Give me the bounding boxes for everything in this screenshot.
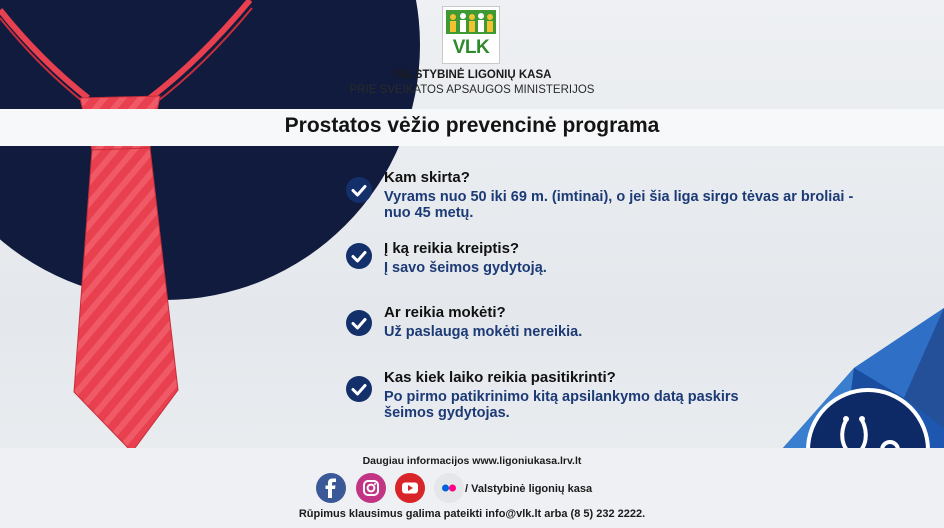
- answer-line: Po pirmo patikrinimo kitą apsilankymo datą paskirs: [384, 389, 739, 405]
- answer: [384, 260, 924, 276]
- check-icon: [346, 310, 372, 336]
- instagram-icon[interactable]: [356, 473, 386, 503]
- logo-people-band: [446, 10, 496, 34]
- youtube-icon[interactable]: [395, 473, 425, 503]
- question: Kas kiek laiko reikia pasitikrinti?: [384, 369, 616, 386]
- question: Kam skirta?: [384, 169, 470, 186]
- check-icon: [346, 376, 372, 402]
- answer-line: Vyrams nuo 50 iki 69 m. (imtinai), o jei šia liga sirgo tėvas ar broliai -: [384, 189, 854, 205]
- flickr-icon[interactable]: [434, 473, 464, 503]
- facebook-icon[interactable]: [316, 473, 346, 503]
- social-label: / Valstybinė ligonių kasa: [465, 483, 593, 495]
- question: Ar reikia mokėti?: [384, 304, 506, 321]
- org-subtitle: PRIE SVEIKATOS APSAUGOS MINISTERIJOS: [349, 84, 595, 96]
- logo-text: VLK: [452, 37, 490, 58]
- check-icon: [346, 177, 372, 203]
- people-icon: [446, 10, 496, 34]
- page-title: Prostatos vėžio prevencinė programa: [284, 114, 660, 137]
- answer-line: Už paslaugą mokėti nereikia.: [384, 324, 583, 340]
- answer-line: šeimos gydytojas.: [384, 405, 510, 421]
- more-info-text: Daugiau informacijos www.ligoniukasa.lrv.lt: [362, 455, 582, 467]
- vlk-logo: [442, 6, 500, 64]
- answer: [384, 389, 814, 421]
- answer-line: nuo 45 metų.: [384, 205, 474, 221]
- org-name: VALSTYBINĖ LIGONIŲ KASA: [392, 69, 552, 81]
- answer-line: Į savo šeimos gydytoją.: [384, 260, 547, 276]
- answer: [384, 189, 924, 221]
- contact-text: Rūpimus klausimus galima pateikti info@vlk.lt arba (8 5) 232 2222.: [298, 508, 646, 520]
- question: Į ką reikia kreiptis?: [384, 240, 520, 257]
- answer: [384, 324, 924, 340]
- check-icon: [346, 243, 372, 269]
